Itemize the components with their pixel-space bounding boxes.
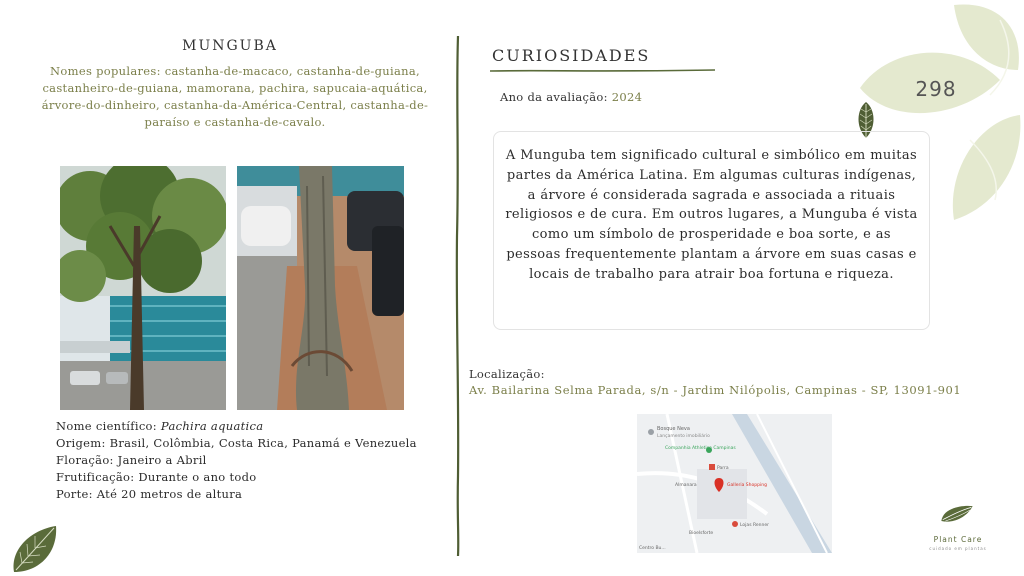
- location-label: Localização:: [469, 367, 545, 381]
- evaluation-year-value: 2024: [611, 90, 643, 104]
- logo-name: Plant Care: [933, 535, 983, 544]
- curiosities-box: A Munguba tem significado cultural e simbólico em muitas partes da América Latina. Em algumas culturas indígenas, a árvore é considerada sagrada e associada a rituais religiosos e de cura. Em outros lugares, a Munguba é vista como um símbolo de prosperidade e boa sorte, e as pessoas frequentemente plantam a árvore em suas casas e locais de trabalho para atrair boa fortuna e riqueza.: [493, 131, 930, 330]
- map-label-parra: Parra: [717, 466, 729, 471]
- map-poi-icon: [648, 429, 654, 435]
- scientific-name: [56, 418, 436, 435]
- vertical-divider: [455, 36, 461, 556]
- map-label-almanara: Almanara: [675, 483, 697, 488]
- species-facts: [56, 418, 436, 503]
- map-label-galleria: Galleria Shopping: [727, 483, 767, 488]
- map-label-centro: Centro Bu...: [639, 546, 666, 551]
- evaluation-year-label: Ano da avaliação:: [500, 90, 612, 104]
- page-title: MUNGUBA: [182, 38, 278, 54]
- location-address: Av. Bailarina Selma Parada, s/n - Jardim Nilópolis, Campinas - SP, 13091-901: [469, 383, 962, 397]
- map-label-lancamento: Lançamento imobiliário: [657, 434, 710, 439]
- tree-photo-trunk: [237, 166, 404, 410]
- map-label-bosque: Bosque Neva: [657, 426, 690, 432]
- flowering-text: Floração: Janeiro a Abril: [56, 453, 207, 467]
- size-text: Porte: Até 20 metros de altura: [56, 487, 243, 501]
- leaf-shape-icon: [953, 115, 1021, 220]
- popular-names: Nomes populares: castanha-de-macaco, castanha-de-guiana, castanheiro-de-guiana, mamorana, pachira, sapucaia-aquática, árvore-do-dinheiro, castanha-da-América-Central, castanha-de-paraíso e castanha-de-cavalo.: [41, 64, 429, 129]
- map-poi-icon: [709, 464, 715, 470]
- map-poi-icon: [732, 521, 738, 527]
- curiosities-title: CURIOSIDADES: [492, 46, 651, 65]
- scientific-name-value: Pachira aquatica: [160, 419, 264, 433]
- origin-text: Origem: Brasil, Colômbia, Costa Rica, Panamá e Venezuela: [56, 436, 417, 450]
- tree-photo-building: [60, 166, 226, 410]
- location-map[interactable]: [637, 414, 832, 553]
- logo-tagline: cuidado em plantas: [929, 546, 987, 551]
- title-underline: [490, 68, 715, 74]
- scientific-name-label: Nome científico:: [56, 419, 161, 433]
- map-label-companhia: Companhia Athletica Campinas: [665, 446, 736, 451]
- evaluation-year: [500, 90, 642, 104]
- leaf-bottom-left-icon: [8, 522, 60, 576]
- plant-care-logo: [922, 502, 992, 536]
- map-label-renner: Lojas Renner: [740, 523, 769, 528]
- page-number: 298: [915, 77, 957, 101]
- map-label-bioelsforte: Bioelsforte: [689, 531, 714, 536]
- fruiting-text: Frutificação: Durante o ano todo: [56, 470, 257, 484]
